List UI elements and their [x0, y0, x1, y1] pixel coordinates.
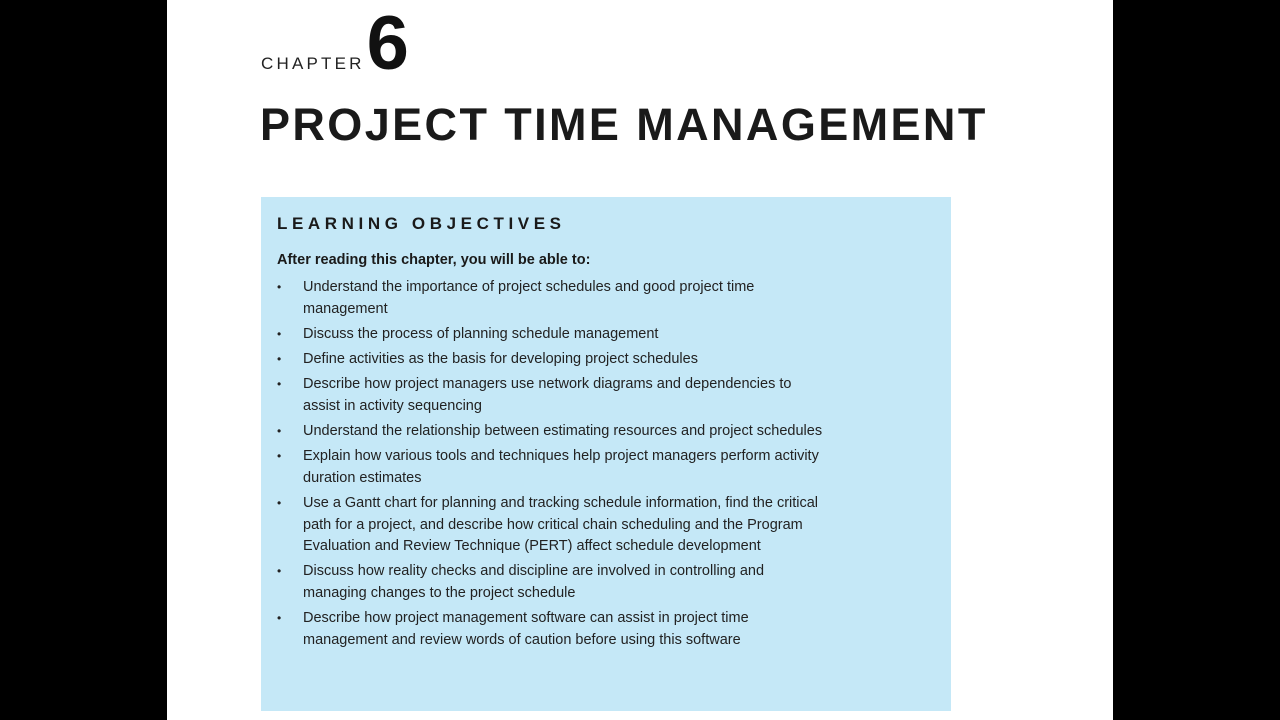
- bullet-icon: •: [277, 564, 282, 579]
- objectives-list: [277, 277, 935, 651]
- bullet-icon: •: [277, 326, 282, 341]
- objective-text: Explain how various tools and techniques help project managers perform activity duration estimates: [303, 448, 819, 486]
- learning-objectives-box: [261, 197, 951, 711]
- objective-item: [277, 349, 827, 371]
- objective-item: [277, 446, 827, 489]
- chapter-number: 6: [366, 0, 409, 86]
- objective-text: Understand the relationship between estimating resources and project schedules: [303, 422, 823, 439]
- objective-text: Understand the importance of project schedules and good project time management: [303, 279, 755, 317]
- chapter-label: [261, 0, 409, 86]
- objective-item: [277, 493, 827, 558]
- bullet-icon: •: [277, 495, 282, 510]
- objective-item: [277, 421, 827, 443]
- bullet-icon: •: [277, 351, 282, 366]
- bullet-icon: •: [277, 377, 282, 392]
- bullet-icon: •: [277, 280, 282, 294]
- objective-item: [277, 277, 827, 320]
- objective-text: Discuss how reality checks and discipline are involved in controlling and managing changes to the project schedule: [303, 563, 765, 601]
- objective-item: [277, 324, 827, 346]
- chapter-title: PROJECT TIME MANAGEMENT: [260, 99, 988, 150]
- objective-text: Describe how project management software can assist in project time management and review words of caution before using this software: [303, 610, 749, 648]
- document-page: [167, 0, 1113, 720]
- objectives-heading: LEARNING OBJECTIVES: [277, 214, 566, 233]
- objective-item: [277, 561, 827, 604]
- objective-text: Discuss the process of planning schedule management: [303, 325, 659, 342]
- chapter-word: CHAPTER: [261, 54, 365, 73]
- objective-item: [277, 608, 827, 651]
- bullet-icon: •: [277, 611, 282, 626]
- objective-text: Describe how project managers use network diagrams and dependencies to assist in activity sequencing: [303, 376, 792, 414]
- objectives-intro: After reading this chapter, you will be able to:: [277, 252, 591, 268]
- objective-text: Define activities as the basis for developing project schedules: [303, 350, 698, 367]
- objective-text: Use a Gantt chart for planning and tracking schedule information, find the critical path for a project, and describe how critical chain scheduling and the Program Evaluation and Review Technique (PERT) affect schedule development: [303, 494, 819, 555]
- bullet-icon: •: [277, 449, 282, 464]
- objective-item: [277, 374, 827, 417]
- bullet-icon: •: [277, 423, 282, 438]
